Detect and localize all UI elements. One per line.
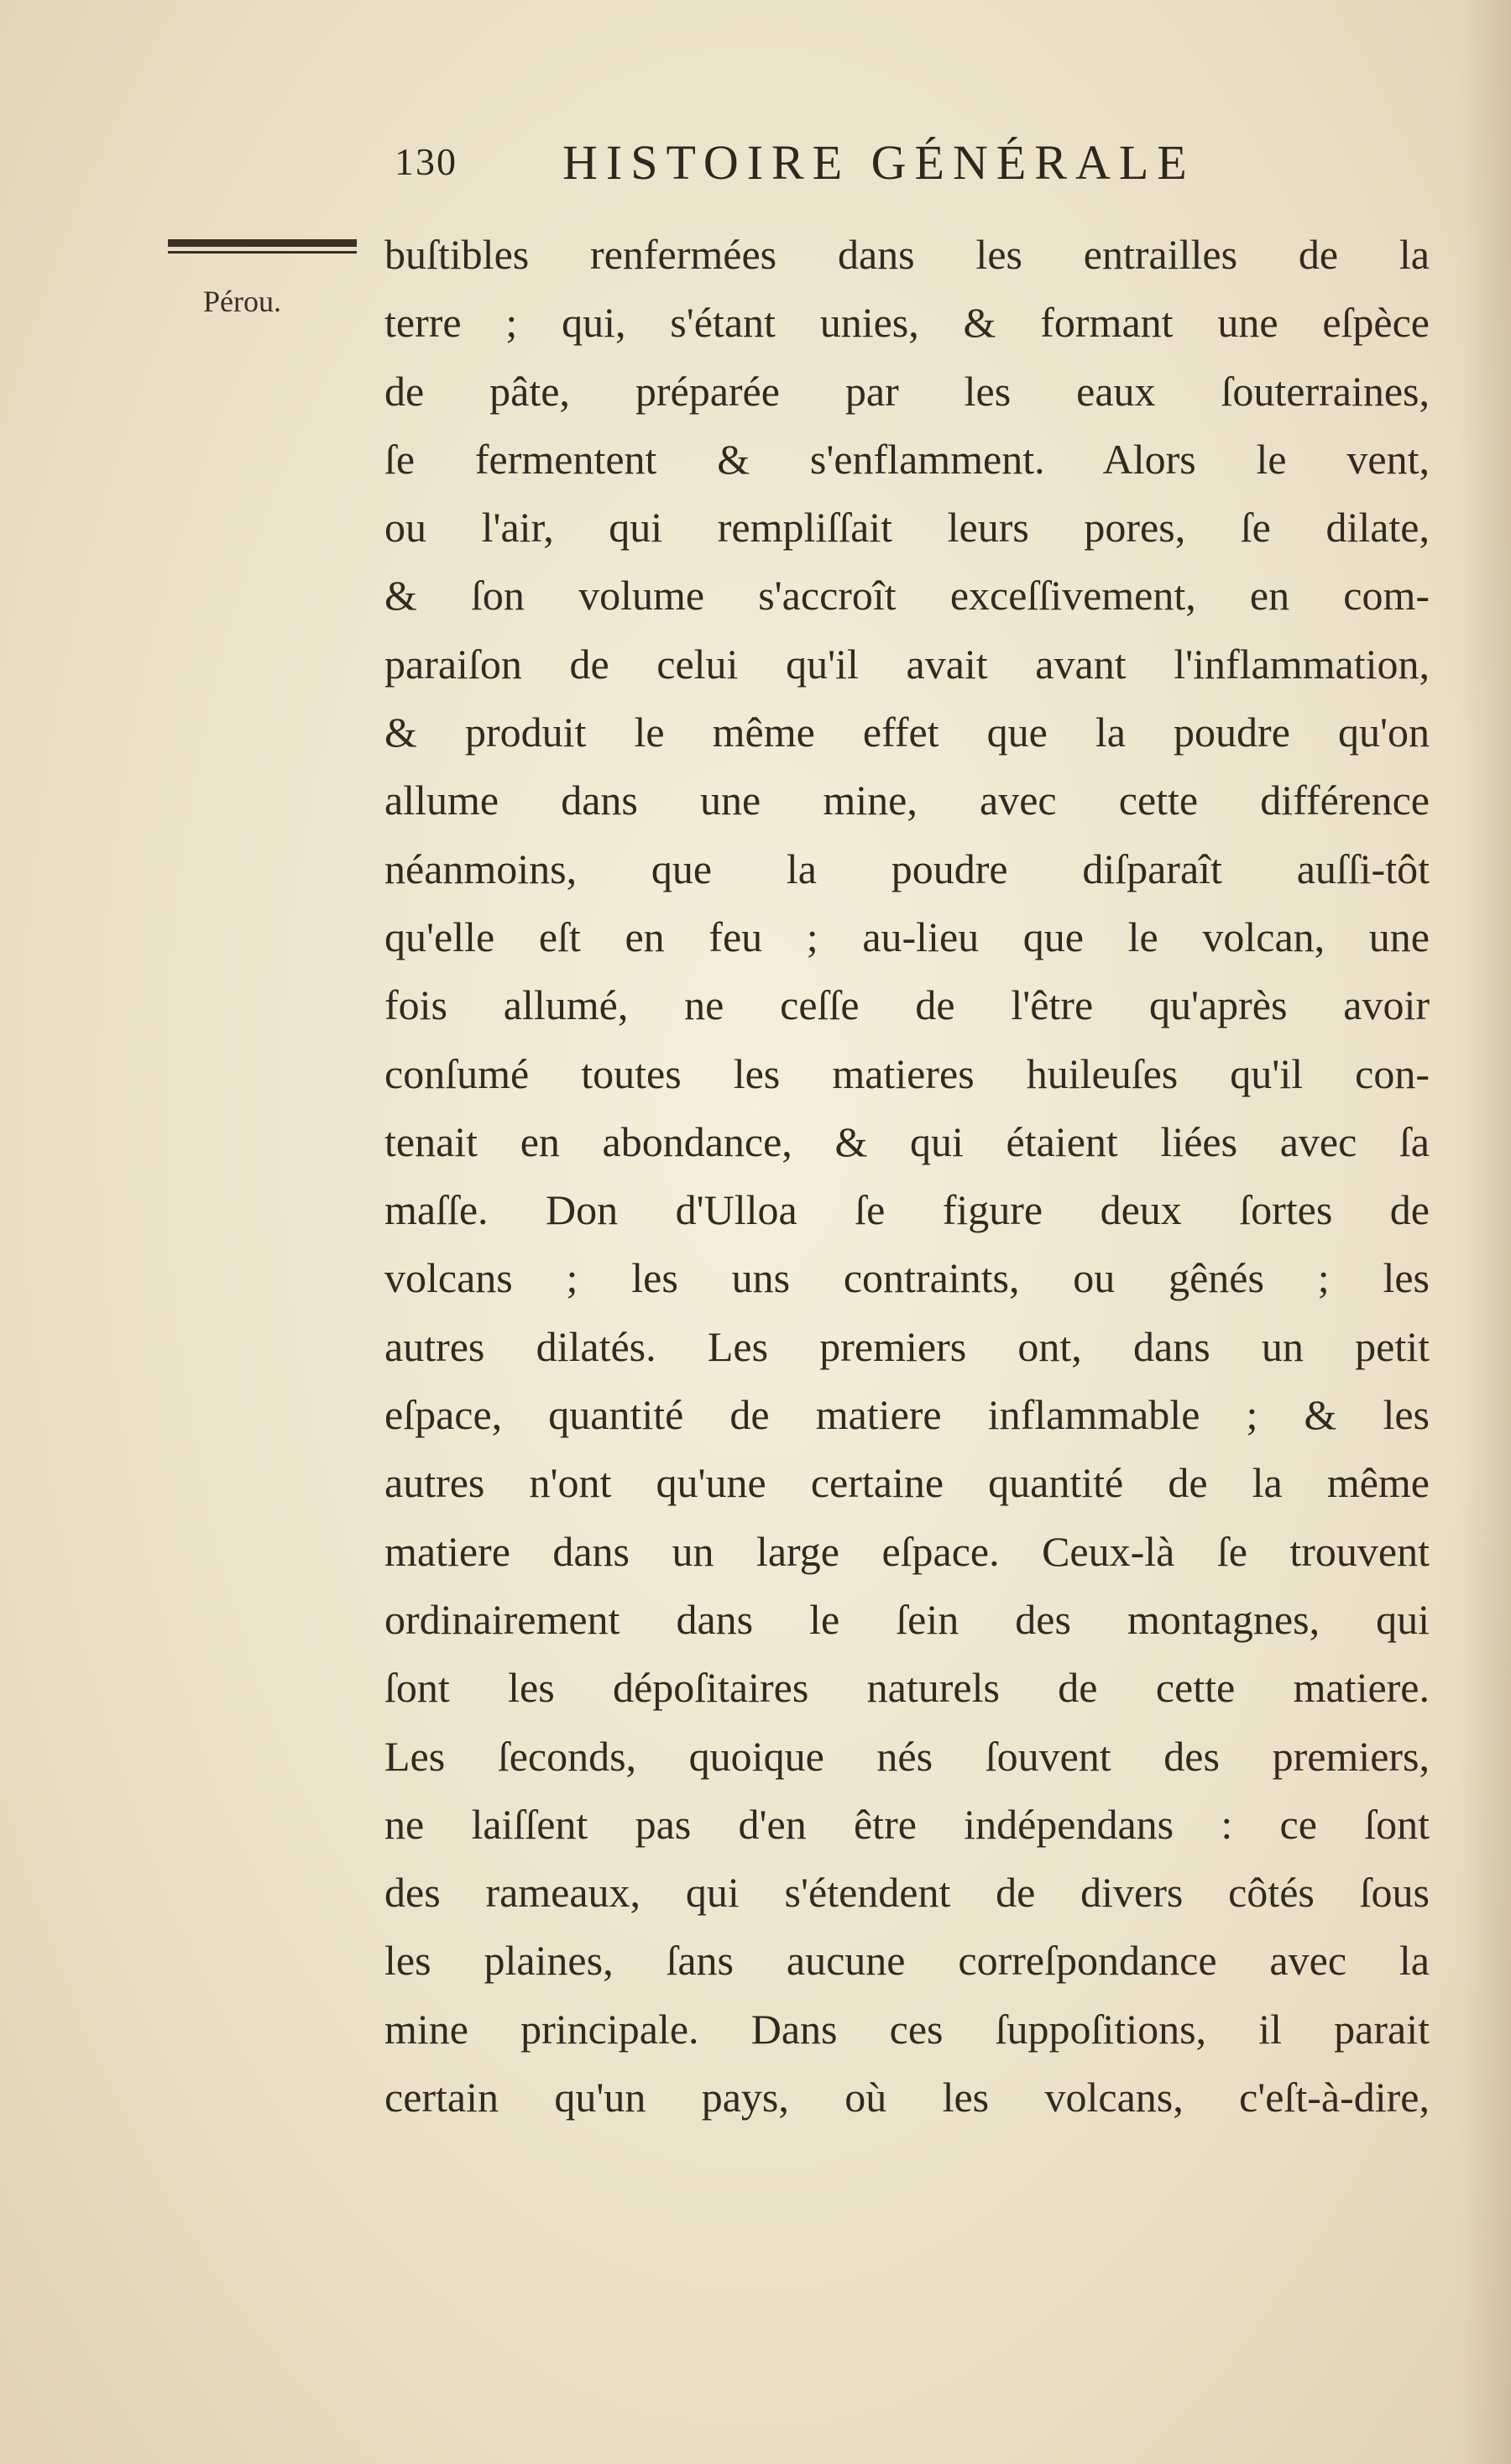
- text-line: ordinairement dans le ſein des montagnes, qui: [384, 1595, 1430, 1643]
- text-line: fois allumé, ne ceſſe de l'être qu'après avoir: [384, 981, 1430, 1029]
- text-line: des rameaux, qui s'étendent de divers côtés ſous: [384, 1869, 1430, 1917]
- text-line: certain qu'un pays, où les volcans, c'eſt-à-dire,: [384, 2074, 1430, 2121]
- text-line: & produit le même effet que la poudre qu'on: [384, 709, 1430, 756]
- text-line: & ſon volume s'accroît exceſſivement, en com-: [384, 572, 1430, 620]
- text-line: conſumé toutes les matieres huileuſes qu'il con-: [384, 1049, 1430, 1097]
- page-number: 130: [395, 140, 457, 183]
- text-line: ſe fermentent & s'enflamment. Alors le vent,: [384, 435, 1430, 483]
- text-line: allume dans une mine, avec cette différence: [384, 777, 1430, 824]
- running-head: [395, 134, 1318, 193]
- spine-shadow: [1461, 0, 1511, 2464]
- text-line: maſſe. Don d'Ulloa ſe figure deux ſortes de: [384, 1186, 1430, 1234]
- text-line: terre ; qui, s'étant unies, & formant une eſpèce: [384, 299, 1430, 347]
- text-line: matiere dans un large eſpace. Ceux-là ſe trouvent: [384, 1527, 1430, 1575]
- running-head-title: HISTOIRE GÉNÉRALE: [562, 135, 1195, 190]
- margin-note: Pérou.: [203, 285, 281, 318]
- text-line: qu'elle eſt en feu ; au-lieu que le volcan, une: [384, 913, 1430, 960]
- text-line: ou l'air, qui rempliſſait leurs pores, ſe dilate,: [384, 504, 1430, 552]
- text-line: les plaines, ſans aucune correſpondance avec la: [384, 1937, 1430, 1985]
- text-line: ſont les dépoſitaires naturels de cette matiere.: [384, 1664, 1430, 1712]
- text-line: tenait en abondance, & qui étaient liées avec ſa: [384, 1117, 1430, 1165]
- text-line: ne laiſſent pas d'en être indépendans : ce ſont: [384, 1800, 1430, 1848]
- text-line: eſpace, quantité de matiere inflammable ; & les: [384, 1391, 1430, 1439]
- text-line: Les ſeconds, quoique nés ſouvent des premiers,: [384, 1732, 1430, 1780]
- text-line: buſtibles renfermées dans les entrailles de la: [384, 231, 1430, 278]
- text-line: paraiſon de celui qu'il avait avant l'inflammation,: [384, 640, 1430, 688]
- text-line: néanmoins, que la poudre diſparaît auſſi-tôt: [384, 845, 1430, 892]
- body-text: [384, 221, 1430, 2132]
- text-line: volcans ; les uns contraints, ou gênés ; les: [384, 1254, 1430, 1302]
- margin-rule-thick: [168, 239, 357, 247]
- text-line: mine principale. Dans ces ſuppoſitions, il parait: [384, 2005, 1430, 2053]
- text-line: de pâte, préparée par les eaux ſouterraines,: [384, 367, 1430, 415]
- text-line: autres dilatés. Les premiers ont, dans un petit: [384, 1322, 1430, 1370]
- text-line: autres n'ont qu'une certaine quantité de la même: [384, 1459, 1430, 1507]
- margin-rule-thin: [168, 251, 357, 254]
